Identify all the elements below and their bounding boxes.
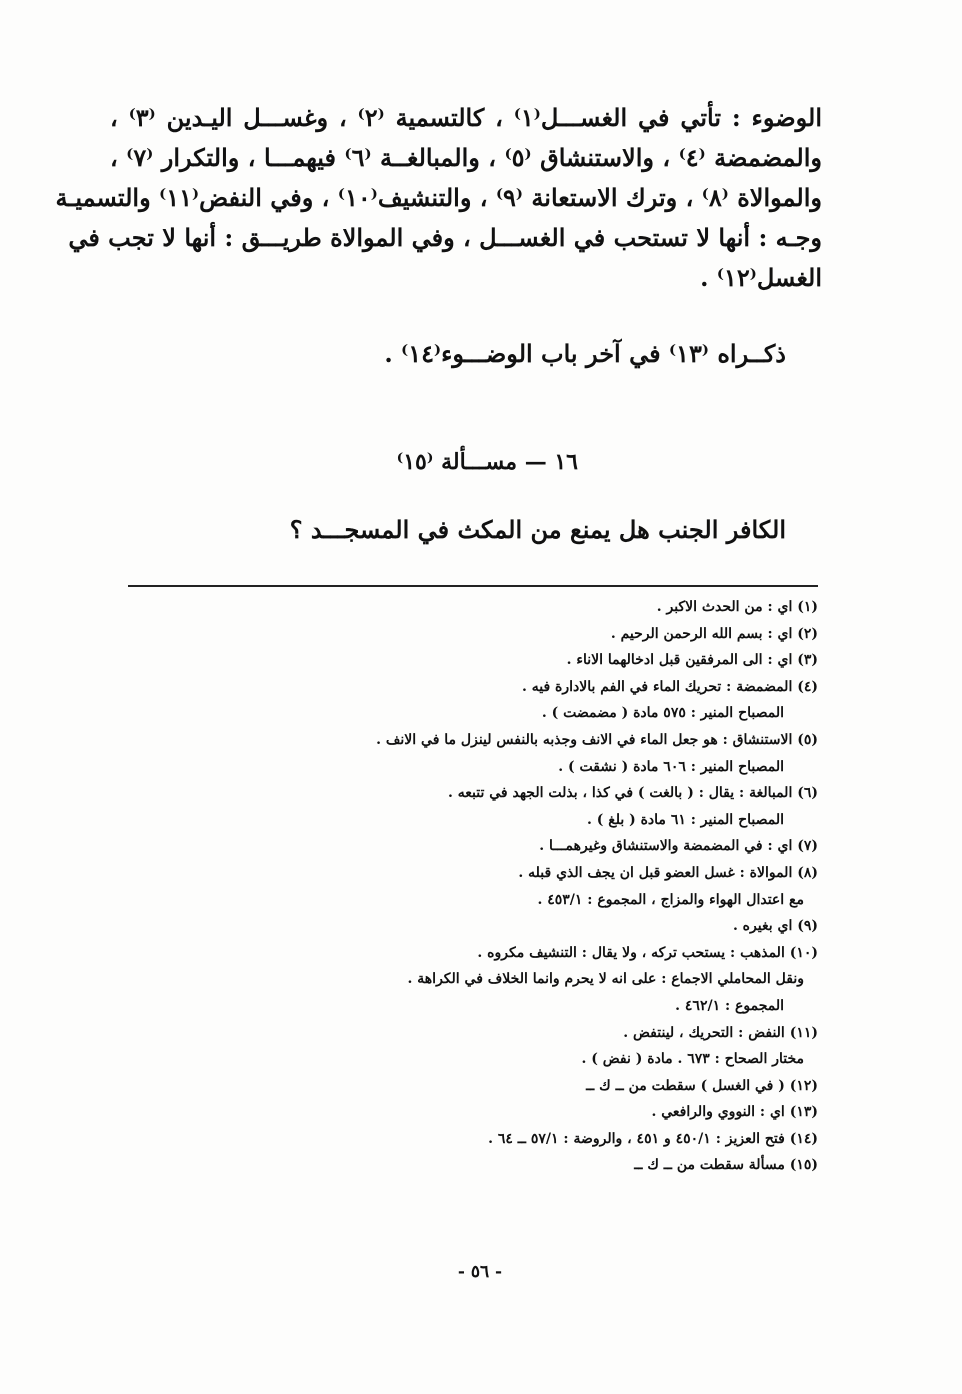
footnote-13: (١٣) اي : النووي والرافعي . xyxy=(651,1104,818,1121)
footnote-11: (١١) النفض : التحريك ، لينتفض . xyxy=(623,1024,818,1041)
page-number: - ٥٦ - xyxy=(457,1262,503,1282)
footnote-4-source: المصباح المنير : ٥٧٥ مادة ( مضمضت ) . xyxy=(541,705,784,722)
main-line-4: وجـه : أنها لا تستحب في الغســـل ، وفي الموالاة طريـــق : أنها لا تجب في xyxy=(68,223,822,252)
footnote-8-source: مع اعتدال الهواء والمزاج ، المجموع : ٤٥٣/١ . xyxy=(537,891,804,908)
main-line-3: والموالاة ⁽٨⁾ ، وترك الاستعانة ⁽٩⁾ ، والتنشيف⁽١٠⁾ ، وفي النفض⁽١١⁾ والتسميـة xyxy=(55,183,822,212)
footnote-15: (١٥) مسألة سقطت من ــ ك ــ xyxy=(634,1157,818,1174)
footnote-2: (٢) اي : بسم الله الرحمن الرحيم . xyxy=(610,625,818,642)
footnote-11-source: مختار الصحاح : ٦٧٣ . مادة ( نفض ) . xyxy=(581,1051,804,1068)
issue-heading: ١٦ — مســـألة ⁽١٥⁾ xyxy=(396,449,578,475)
footnote-10: (١٠) المذهب : يستحب تركه ، ولا يقال : التنشيف مكروه . xyxy=(477,944,818,961)
footnote-9: (٩) اي بغيره . xyxy=(732,918,818,935)
footnote-5: (٥) الاستنشاق : هو جعل الماء في الانف وجذبه بالنفس لينزل ما في الانف . xyxy=(376,731,818,748)
main-line-5: الغسل⁽١٢⁾ . xyxy=(700,263,822,292)
footnote-10-source: المجموع : ٤٦٢/١ . xyxy=(675,997,784,1014)
footnote-1: (١) اي : من الحدث الاكبر . xyxy=(656,599,818,615)
footnote-6-source: المصباح المنير : ٦١ مادة ( بلغ ) . xyxy=(587,811,784,828)
footnote-14: (١٤) فتح العزيز : ٤٥٠/١ و ٤٥١ ، والروضة : ٥٧/١ ــ ٦٤ . xyxy=(488,1130,818,1147)
main-paragraph xyxy=(55,98,823,298)
footnote-7: (٧) اي : في المضمضة والاستنشاق وغيرهمـــا . xyxy=(539,838,818,855)
footnote-10-detail: ونقل المحاملي الاجماع : على انه لا يحرم وانما الخلاف في الكراهة . xyxy=(407,971,804,988)
footnote-4: (٤) المضمضة : تحريك الماء في الفم بالادارة فيه . xyxy=(522,678,818,695)
issue-question: الكافر الجنب هل يمنع من المكث في المسجـــد ؟ xyxy=(289,515,786,544)
footnote-12: (١٢) ( في الغسل ) سقطت من ــ ك ــ xyxy=(586,1077,818,1094)
main-line-2: والمضمضة ⁽٤⁾ ، والاستنشاق ⁽٥⁾ ، والمبالغــة ⁽٦⁾ فيهمـــا ، والتكرار ⁽٧⁾ ، xyxy=(110,143,822,172)
footnote-8: (٨) الموالاة : غسل العضو قبل ان يجف الذي قبله . xyxy=(518,864,818,881)
main-line-1: الوضوء : تأتي في الغســـل⁽١⁾ ، كالتسمية ⁽٢⁾ ، وغســـل اليـدين ⁽٣⁾ ، xyxy=(110,103,823,132)
footnote-5-source: المصباح المنير : ٦٠٦ مادة ( نشقت ) . xyxy=(558,758,784,775)
footnotes xyxy=(138,594,818,1179)
footnote-separator xyxy=(128,585,818,587)
mention-line: ذكــراه ⁽١٣⁾ في آخر باب الوضـــوء⁽١٤⁾ . xyxy=(384,339,786,368)
footnote-6: (٦) المبالغة : يقال : ( بالغت ) في كذا ، بذلت الجهد في تتبعه . xyxy=(448,785,818,802)
footnote-3: (٣) اي : الى المرفقين قبل ادخالهما الاناء . xyxy=(566,652,818,669)
